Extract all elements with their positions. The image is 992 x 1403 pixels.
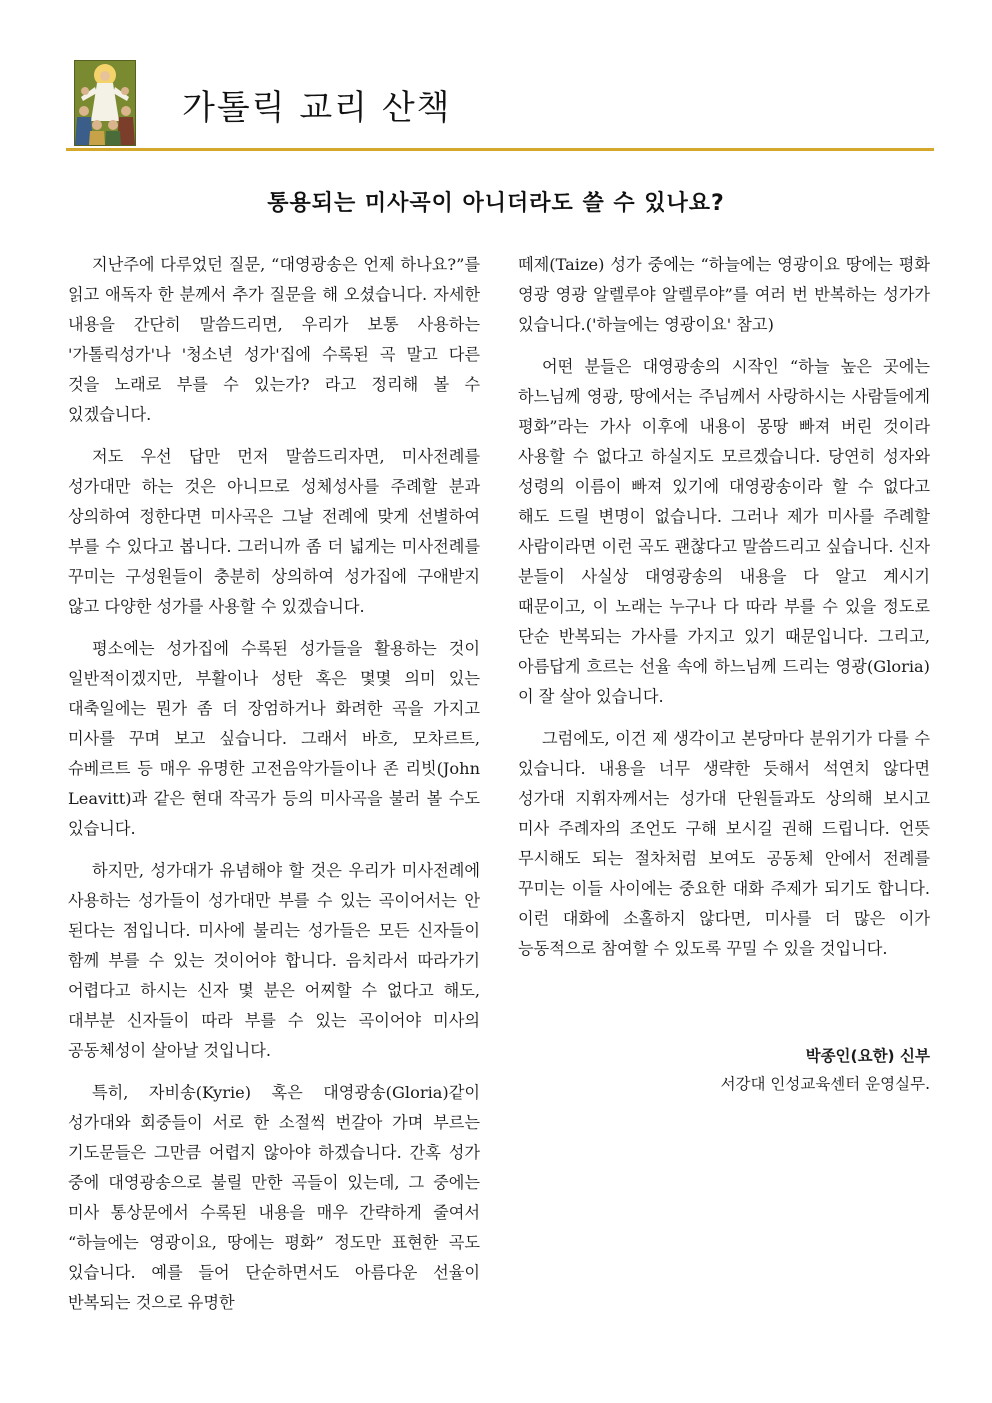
author-role: 서강대 인성교육센터 운영실무. (720, 1075, 930, 1093)
paragraph: 저도 우선 답만 먼저 말씀드리자면, 미사전례를 성가대만 하는 것은 아니므로 성체성사를 주례할 분과 상의하여 정한다면 미사곡은 그날 전례에 맞게 선별하여 부를 수 있다고 봅니다. 그러니까 좀 더 넓게는 미사전례를 꾸미는 구성원들이 충분히 상의하여 성가집에 구애받지 않고 다양한 성가를 사용할 수 있겠습니다. (68, 447, 480, 616)
author-signature (721, 1042, 930, 1098)
paragraph: 그럼에도, 이건 제 생각이고 본당마다 분위기가 다를 수 있습니다. 내용을 너무 생략한 듯해서 석연치 않다면 성가대 지휘자께서는 성가대 단원들과도 상의해 보시고 미사 주례자의 조언도 구해 보시길 권해 드립니다. 언뜻 무시해도 되는 절차처럼 보여도 공동체 안에서 전례를 꾸미는 이들 사이에는 중요한 대화 주제가 되기도 합니다. 이런 대화에 소홀하지 않다면, 미사를 더 많은 이가 능동적으로 참여할 수 있도록 꾸밀 수 있을 것입니다. (518, 729, 930, 958)
author-name: 박종인(요한) 신부 (805, 1047, 930, 1065)
paragraph: 어떤 분들은 대영광송의 시작인 “하늘 높은 곳에는 하느님께 영광, 땅에서는 주님께서 사랑하시는 사람들에게 평화”라는 가사 이후에 내용이 몽땅 빠져 버린 것이라 사용할 수 없다고 하실지도 모르겠습니다. 당연히 성자와 성령의 이름이 빠져 있기에 대영광송이라 할 수 없다고 해도 드릴 변명이 없습니다. 그러나 제가 미사를 주례할 사람이라면 이런 곡도 괜찮다고 말씀드리고 싶습니다. 신자 분들이 사실상 대영광송의 내용을 다 알고 계시기 때문이고, 이 노래는 누구나 다 따라 부를 수 있을 정도로 단순 반복되는 가사를 가지고 있기 때문입니다. 그리고, 아름답게 흐르는 선율 속에 하느님께 드리는 영광(Gloria)이 잘 살아 있습니다. (518, 357, 930, 706)
paragraph: 지난주에 다루었던 질문, “대영광송은 언제 하나요?”를 읽고 애독자 한 분께서 추가 질문을 해 오셨습니다. 자세한 내용을 간단히 말씀드리면, 우리가 보통 사용하는 '가톨릭성가'나 '청소년 성가'집에 수록된 곡 말고 다른 것을 노래로 부를 수 있는가? 라고 정리해 볼 수 있겠습니다. (68, 255, 480, 424)
jesus-apostles-icon (74, 60, 136, 146)
left-column (68, 250, 480, 1330)
header-title: 가톨릭 교리 산책 (182, 88, 452, 128)
paragraph: 평소에는 성가집에 수록된 성가들을 활용하는 것이 일반적이겠지만, 부활이나 성탄 혹은 몇몇 의미 있는 대축일에는 뭔가 좀 더 장엄하거나 화려한 곡을 가지고 미사를 꾸며 보고 싶습니다. 그래서 바흐, 모차르트, 슈베르트 등 매우 유명한 고전음악가들이나 존 리빗(John Leavitt)과 같은 현대 작곡가 등의 미사곡을 불러 볼 수도 있습니다. (68, 639, 480, 838)
header-rule (66, 148, 934, 151)
paragraph: 떼제(Taize) 성가 중에는 “하늘에는 영광이요 땅에는 평화 영광 영광 알렐루야 알렐루야”를 여러 번 반복하는 성가가 있습니다.('하늘에는 영광이요' 참고) (518, 255, 930, 334)
paragraph: 특히, 자비송(Kyrie) 혹은 대영광송(Gloria)같이 성가대와 회중들이 서로 한 소절씩 번갈아 가며 부르는 기도문들은 그만큼 어렵지 않아야 하겠습니다. 간혹 성가 중에 대영광송으로 불릴 만한 곡들이 있는데, 그 중에는 미사 통상문에서 수록된 내용을 매우 간략하게 줄여서 “하늘에는 영광이요, 땅에는 평화” 정도만 표현한 곡도 있습니다. 예를 들어 단순하면서도 아름다운 선율이 반복되는 것으로 유명한 (68, 1083, 480, 1312)
paragraph: 하지만, 성가대가 유념해야 할 것은 우리가 미사전례에 사용하는 성가들이 성가대만 부를 수 있는 곡이어서는 안 된다는 점입니다. 미사에 불리는 성가들은 모든 신자들이 함께 부를 수 있는 것이어야 합니다. 음치라서 따라가기 어렵다고 하시는 신자 몇 분은 어찌할 수 없다고 해도, 대부분 신자들이 따라 부를 수 있는 곡이어야 미사의 공동체성이 살아날 것입니다. (68, 861, 480, 1060)
right-column (518, 250, 930, 976)
page-header (66, 58, 934, 150)
article-title: 통용되는 미사곡이 아니더라도 쓸 수 있나요? (267, 191, 725, 216)
